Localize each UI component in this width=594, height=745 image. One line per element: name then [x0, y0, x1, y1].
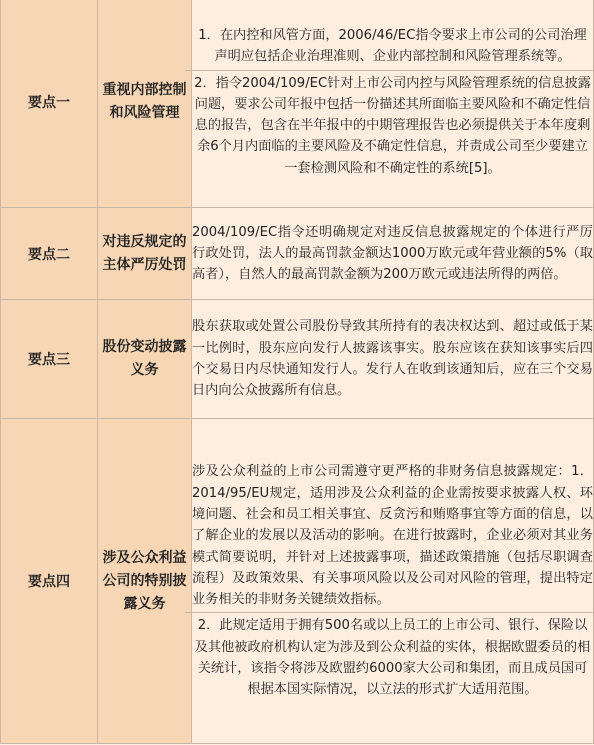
- point-label: 要点四: [1, 419, 98, 744]
- point-label: 要点三: [1, 300, 98, 419]
- description-paragraph: 2．此规定适用于拥有500名或以上员工的上市公司、银行、保险以及其他被政府机构认定为涉及到公众利益的实体，根据欧盟委员的相关统计，该指令将涉及欧盟约6000家大公司和集团，而且成员国可根据本国实际情况，以立法的形式扩大适用范围。: [194, 618, 591, 698]
- topic-label: 对违反规定的主体严厉处罚: [98, 208, 192, 300]
- topic-label: 涉及公众利益公司的特别披露义务: [98, 419, 192, 744]
- description-paragraph: 2．指令2004/109/EC针对上市公司内控与风险管理系统的信息披露问题，要求公司年报中包括一份描述其所面临主要风险和不确定性信息的报告，包含在半年报中的中期管理报告也必须提供关于本年度剩余6个月内面临的主要风险及不确定性信息，并责成公司至少要建立一套检测风险和不确定性的系统[5]。: [194, 75, 591, 176]
- table-row: [1, 300, 594, 419]
- table-row: [1, 0, 594, 208]
- description-paragraph: 2004/109/EC指令还明确规定对违反信息披露规定的个体进行严厉行政处罚，法人的最高罚款金额达1000万欧元或年营业额的5%（取高者），自然人的最高罚款金额为200万欧元或违法所得的两倍。: [192, 224, 593, 283]
- divider: [185, 612, 594, 613]
- description-cell: [192, 0, 594, 208]
- table-row: [1, 419, 594, 744]
- point-label: 要点二: [1, 208, 98, 300]
- point-label: 要点一: [1, 0, 98, 208]
- description-cell: [192, 419, 594, 744]
- topic-label: 股份变动披露义务: [98, 300, 192, 419]
- divider: [185, 70, 594, 71]
- description-paragraph: 股东获取或处置公司股份导致其所持有的表决权达到、超过或低于某一比例时，股东应向发行人披露该事实。股东应该在获知该事实后四个交易日内尽快通知发行人。发行人在收到该通知后，应在三个交易日内向公众披露所有信息。: [192, 319, 593, 399]
- description-cell: [192, 208, 594, 300]
- description-cell: [192, 300, 594, 419]
- topic-label: 重视内部控制和风险管理: [98, 0, 192, 208]
- table-row: [1, 208, 594, 300]
- description-paragraph: 1．在内控和风管方面，2006/46/EC指令要求上市公司的公司治理声明应包括企业治理准则、企业内部控制和风险管理系统等。: [198, 27, 587, 65]
- description-paragraph: 涉及公众利益的上市公司需遵守更严格的非财务信息披露规定：1．2014/95/EU规定，适用涉及公众利益的企业需按要求披露人权、环境问题、社会和员工相关事宜、反贪污和贿赂事宜等方面的信息，以了解企业的发展以及活动的影响。在进行披露时，企业必须对其业务模式简要说明，并针对上述披露事项，描述政策措施（包括尽职调查流程）及政策效果、有关事项风险以及公司对风险的管理，提出特定业务相关的非财务关键绩效指标。: [192, 464, 593, 608]
